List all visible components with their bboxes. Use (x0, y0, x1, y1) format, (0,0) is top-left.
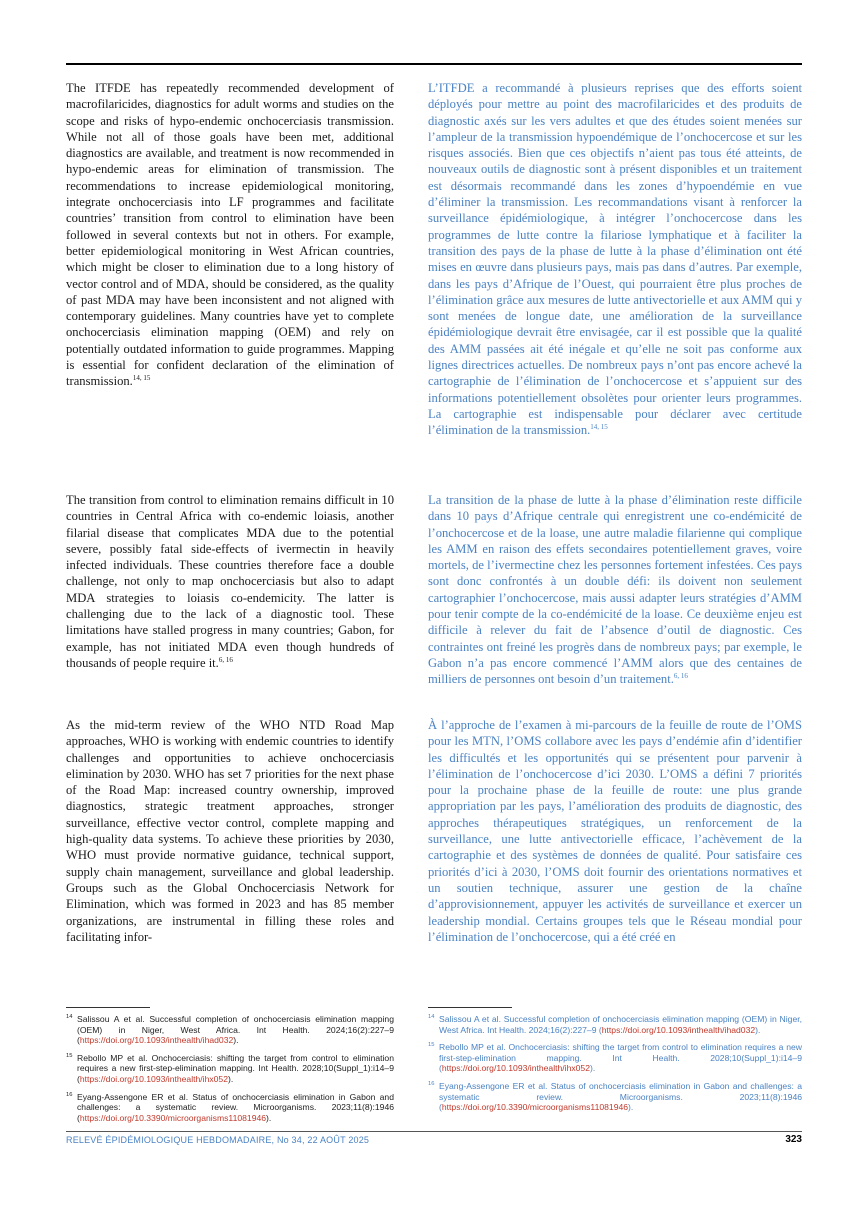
doi-link[interactable]: https://doi.org/10.3390/microorganisms11081946 (79, 1112, 267, 1123)
paragraph-en-3: As the mid-term review of the WHO NTD Road Map approaches, WHO is working with endemic countries to identify challenges and opportunities to achieve onchocerciasis elimination by 2030. WHO has set 7 priorities for the next phase of the Road Map: increased country ownership, improved diagnostics, strategic treatment approaches, stronger surveillance, effective vector control, complete mapping and high-quality data systems. To achieve these priorities by 2030, WHO must provide normative guidance, technical support, supply chain management, surveillance and global leadership. Groups such as the Global Onchocerciasis Network for Elimination, which was formed in 2023 and has 85 member organizations, are instrumental in filling these roles and facilitating infor- (66, 718, 394, 944)
running-footer: RELEVÉ ÉPIDÉMIOLOGIQUE HEBDOMADAIRE, No 34, 22 AOÛT 2025 (66, 1135, 370, 1145)
paragraph-fr-2: La transition de la phase de lutte à la phase d’élimination reste difficile dans 10 pays d’Afrique centrale qui enregistrent une co-endémicité de l’onchocercose et de la loase, une autre maladie filarienne qui complique les AMM en raison des effets secondaires potentiellement graves, voire mortels, de l’ivermectine chez les personnes fortement infestées. Ces pays sont donc confrontés à un double défi: ils doivent non seulement cartographier l’onchocercose, mais aussi adapter leurs stratégies d’AMM pour tenir compte de la co-endémicité de la loase. Ce deuxième enjeu est difficile à relever du fait de l’absence d’outil de diagnostic. Ces contraintes ont freiné les progrès dans de nombreux pays; par exemple, le Gabon n’a pas encore commencé l’AMM alors que des centaines de milliers de personnes ont besoin d’un traitement.$^{6, 16}$ (428, 493, 802, 687)
footnote-divider (66, 1007, 150, 1008)
citation-ref: 6, 16 (673, 672, 688, 681)
footnote: 16 Eyang-Assengone ER et al. Status of onchocerciasis elimination in Gabon and challenges: a systematic review. Microorganisms. 2023;11(8):1946 (https://doi.org/10.3390/microorganisms11081946). (66, 1091, 394, 1123)
doi-link[interactable]: https://doi.org/10.3390/microorganisms11081946 (441, 1102, 629, 1113)
paragraph-en-1: The ITFDE has repeatedly recommended development of macrofilaricides, diagnostics for adult worms and studies on the scope and risks of hypo-endemic onchocerciasis transmission. While not all of those goals have been met, additional diagnostics are available, and treatment is now recommended in hypo-endemic areas for elimination of transmission. The recommendations to increase epidemiological monitoring, integrate onchocerciasis into LF programmes and facilitate countries’ transition from control to elimination have been followed in several contexts but not in others. For example, better epidemiological monitoring in West African countries, which might be closer to elimination due to a long history of vector control and of MDA, should be considered, as the quality of past MDA may have been inconsistent and not aligned with contemporary guidelines. Many countries have yet to complete onchocerciasis elimination mapping (OEM) and rely on potentially outdated information to guide programmes. Mapping is essential for confident declaration of the elimination of transmission.$^{14, 15}$ (66, 81, 394, 389)
citation-ref: 14, 15 (590, 423, 608, 432)
top-rule (66, 63, 802, 65)
footnote: 16 Eyang-Assengone ER et al. Status of onchocerciasis elimination in Gabon and challenges: a systematic review. Microorganisms. 2023;11(8):1946 (https://doi.org/10.3390/microorganisms11081946). (428, 1080, 802, 1113)
footnote: 14 Salissou A et al. Successful completion of onchocerciasis elimination mapping (OEM) in Niger, West Africa. Int Health. 2024;16(2):227–9 (https://doi.org/10.1093/inthealth/ihad032). (66, 1014, 394, 1046)
paragraph-fr-3: À l’approche de l’examen à mi-parcours de la feuille de route de l’OMS pour les MTN, l’OMS collabore avec les pays d’endémie afin d’identifier les difficultés et les opportunités qui se présentent pour parvenir à l’élimination de l’onchocercose d’ici 2030. L’OMS a défini 7 priorités pour la prochaine phase de la feuille de route: une plus grande appropriation par les pays, l’amélioration des produits de diagnostic, des approches thérapeutiques stratégiques, un renforcement de la surveillance, une lutte antivectorielle efficace, l’achèvement de la cartographie et des systèmes de données de qualité. Pour satisfaire ces priorités d’ici à 2030, l’OMS doit fournir des orientations normatives et un soutien technique, assurer une gestion de la chaîne d’approvisionnement, appuyer les activités de surveillance et exercer un leadership mondial. Certains groupes tels que le Réseau mondial pour l’élimination de l’onchocercose, qui a été créé en (428, 718, 802, 944)
paragraph-en-2: The transition from control to elimination remains difficult in 10 countries in Central Africa with co-endemic loiasis, another filarial disease that complicates MDA due to the potential severe, possibly fatal side-effects of ivermectin in heavily infected individuals. These countries therefore face a double challenge, not only to map onchocerciasis but also to adapt MDA strategies to loiasis co-endemicity. The latter is challenging due to the lack of a diagnostic tool. These limitations have stalled progress in many countries; Gabon, for example, has not initiated MDA even though hundreds of thousands of people require it.$^{6, 16}$ (66, 493, 394, 670)
doi-link[interactable]: https://doi.org/10.1093/inthealth/ihx052 (441, 1063, 590, 1074)
doi-link[interactable]: https://doi.org/10.1093/inthealth/ihad032 (79, 1035, 234, 1046)
doi-link[interactable]: https://doi.org/10.1093/inthealth/ihad032 (601, 1024, 756, 1035)
citation-ref: 6, 16 (218, 655, 233, 664)
footnote: 14 Salissou A et al. Successful completion of onchocerciasis elimination mapping (OEM) in Niger, West Africa. Int Health. 2024;16(2):227–9 (https://doi.org/10.1093/inthealth/ihad032). (428, 1014, 802, 1035)
citation-ref: 14, 15 (132, 374, 151, 383)
paragraph-fr-1: L’ITFDE a recommandé à plusieurs reprises que des efforts soient déployés pour mettre au point des macrofilaricides et des produits de diagnostic axés sur les vers adultes et que des études soient menées sur l’ampleur de la transmission hypoendémique de l’onchocercose et sur les risques associés. Bien que ces objectifs n’aient pas tous été atteints, de nouveaux outils de diagnostic sont à présent disponibles et un traitement est désormais recommandé dans les zones d’hypoendémie en vue d’éliminer la transmission. Les recommandations visant à renforcer la surveillance épidémiologique, à intégrer l’onchocercose dans les programmes de lutte contre la filariose lymphatique et à faciliter la transition des pays de la phase de lutte à la phase d’élimination ont été mises en œuvre dans plusieurs pays, mais pas dans d’autres. Par exemple, dans les pays d’Afrique de l’Ouest, qui pourraient être plus proches de l’élimination grâce aux mesures de lutte antivectorielle et aux AMM qui y sont menées de longue date, une amélioration de la surveillance épidémiologique devrait être envisagée, car il est possible que la qualité des AMM passées ait été inégale et qu’elle ne soit pas conforme aux lignes directrices actuelles. De nombreux pays n’ont pas encore achevé la cartographie de l’élimination de l’onchocercose et s’appuient sur des informations potentiellement obsolètes pour orienter leurs programmes. La cartographie est indispensable pour déclarer avec certitude l’élimination de la transmission.$^{14, 15}$ (428, 81, 802, 438)
footnote-divider (428, 1007, 512, 1008)
footnotes-en (66, 1014, 394, 1130)
doi-link[interactable]: https://doi.org/10.1093/inthealth/ihx052 (79, 1073, 228, 1084)
footnote: 15 Rebollo MP et al. Onchocerciasis: shifting the target from control to elimination requires a new first-step-elimination mapping. Int Health. 2028;10(Suppl_1):i14–9 (https://doi.org/10.1093/inthealth/ihx052). (428, 1042, 802, 1074)
footnote: 15 Rebollo MP et al. Onchocerciasis: shifting the target from control to elimination requires a new first-step-elimination mapping. Int Health. 2028;10(Suppl_1):i14–9 (https://doi.org/10.1093/inthealth/ihx052). (66, 1052, 394, 1084)
bottom-rule (66, 1131, 802, 1132)
page-number: 323 (785, 1134, 802, 1145)
footnotes-fr (428, 1014, 802, 1120)
